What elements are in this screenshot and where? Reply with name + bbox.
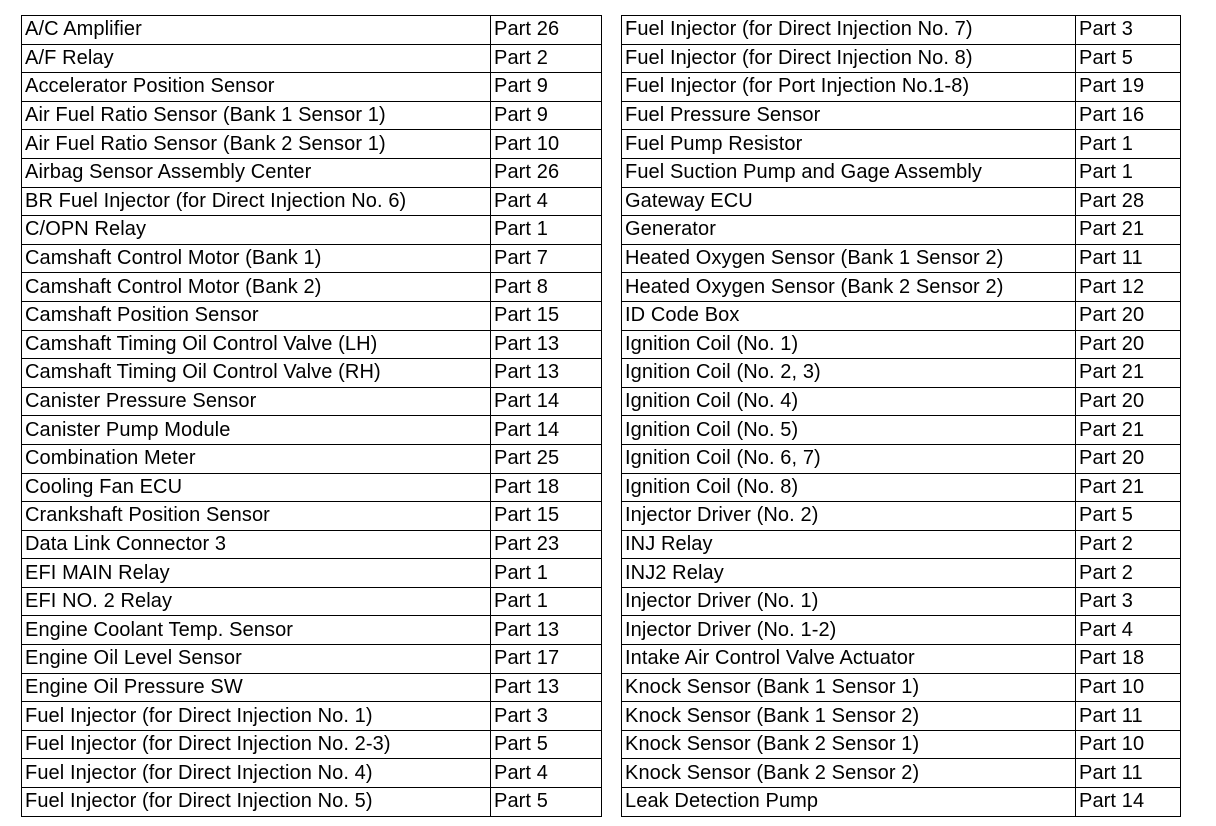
table-row [22, 759, 602, 788]
table-row [22, 16, 602, 45]
table-row [622, 788, 1181, 817]
part-number-cell: Part 3 [1076, 587, 1181, 616]
component-name-cell: Airbag Sensor Assembly Center [22, 158, 491, 187]
component-name-cell: EFI NO. 2 Relay [22, 587, 491, 616]
part-number-cell: Part 28 [1076, 187, 1181, 216]
table-row [22, 616, 602, 645]
part-number-cell: Part 17 [491, 645, 602, 674]
component-name-cell: Ignition Coil (No. 6, 7) [622, 444, 1076, 473]
component-name-cell: Canister Pressure Sensor [22, 387, 491, 416]
table-row [622, 359, 1181, 388]
table-row [22, 244, 602, 273]
component-name-cell: Air Fuel Ratio Sensor (Bank 1 Sensor 1) [22, 101, 491, 130]
part-number-cell: Part 3 [1076, 16, 1181, 45]
table-row [22, 187, 602, 216]
part-number-cell: Part 13 [491, 330, 602, 359]
component-name-cell: Ignition Coil (No. 4) [622, 387, 1076, 416]
table-row [622, 158, 1181, 187]
part-number-cell: Part 2 [1076, 530, 1181, 559]
component-name-cell: Fuel Injector (for Port Injection No.1-8) [622, 73, 1076, 102]
table-row [622, 216, 1181, 245]
table-row [22, 330, 602, 359]
table-row [22, 273, 602, 302]
part-number-cell: Part 13 [491, 359, 602, 388]
component-name-cell: Fuel Injector (for Direct Injection No. 5) [22, 788, 491, 817]
component-name-cell: Fuel Suction Pump and Gage Assembly [622, 158, 1076, 187]
table-row [622, 730, 1181, 759]
component-name-cell: Cooling Fan ECU [22, 473, 491, 502]
part-number-cell: Part 25 [491, 444, 602, 473]
table-row [22, 530, 602, 559]
table-row [622, 645, 1181, 674]
part-number-cell: Part 21 [1076, 216, 1181, 245]
part-number-cell: Part 10 [1076, 673, 1181, 702]
part-number-cell: Part 5 [1076, 44, 1181, 73]
part-number-cell: Part 18 [491, 473, 602, 502]
table-row [622, 330, 1181, 359]
component-name-cell: Engine Oil Pressure SW [22, 673, 491, 702]
component-name-cell: Camshaft Control Motor (Bank 1) [22, 244, 491, 273]
component-name-cell: Engine Coolant Temp. Sensor [22, 616, 491, 645]
part-number-cell: Part 7 [491, 244, 602, 273]
table-row [622, 473, 1181, 502]
component-name-cell: Knock Sensor (Bank 1 Sensor 2) [622, 702, 1076, 731]
component-name-cell: Camshaft Control Motor (Bank 2) [22, 273, 491, 302]
table-row [22, 730, 602, 759]
component-name-cell: Injector Driver (No. 2) [622, 502, 1076, 531]
component-name-cell: Injector Driver (No. 1-2) [622, 616, 1076, 645]
part-number-cell: Part 1 [491, 216, 602, 245]
component-name-cell: Camshaft Timing Oil Control Valve (LH) [22, 330, 491, 359]
component-name-cell: Crankshaft Position Sensor [22, 502, 491, 531]
table-row [622, 587, 1181, 616]
part-number-cell: Part 1 [491, 587, 602, 616]
component-name-cell: Accelerator Position Sensor [22, 73, 491, 102]
table-row [22, 444, 602, 473]
component-name-cell: Camshaft Position Sensor [22, 301, 491, 330]
table-row [622, 559, 1181, 588]
part-number-cell: Part 11 [1076, 759, 1181, 788]
component-name-cell: INJ Relay [622, 530, 1076, 559]
part-number-cell: Part 20 [1076, 387, 1181, 416]
table-row [22, 673, 602, 702]
component-name-cell: Gateway ECU [622, 187, 1076, 216]
component-name-cell: Ignition Coil (No. 5) [622, 416, 1076, 445]
part-number-cell: Part 2 [1076, 559, 1181, 588]
component-name-cell: Knock Sensor (Bank 1 Sensor 1) [622, 673, 1076, 702]
table-row [22, 130, 602, 159]
part-number-cell: Part 5 [491, 730, 602, 759]
table-row [22, 502, 602, 531]
table-row [22, 216, 602, 245]
part-number-cell: Part 20 [1076, 301, 1181, 330]
component-name-cell: C/OPN Relay [22, 216, 491, 245]
component-name-cell: Canister Pump Module [22, 416, 491, 445]
table-row [22, 359, 602, 388]
part-number-cell: Part 1 [1076, 158, 1181, 187]
component-name-cell: Engine Oil Level Sensor [22, 645, 491, 674]
table-row [622, 244, 1181, 273]
part-number-cell: Part 1 [1076, 130, 1181, 159]
component-name-cell: EFI MAIN Relay [22, 559, 491, 588]
component-name-cell: Data Link Connector 3 [22, 530, 491, 559]
component-name-cell: Fuel Pressure Sensor [622, 101, 1076, 130]
part-number-cell: Part 21 [1076, 473, 1181, 502]
table-row [22, 44, 602, 73]
part-number-cell: Part 20 [1076, 444, 1181, 473]
component-name-cell: Ignition Coil (No. 1) [622, 330, 1076, 359]
part-number-cell: Part 23 [491, 530, 602, 559]
table-row [22, 416, 602, 445]
component-name-cell: A/C Amplifier [22, 16, 491, 45]
part-number-cell: Part 21 [1076, 416, 1181, 445]
table-row [22, 473, 602, 502]
table-row [622, 16, 1181, 45]
component-name-cell: Fuel Injector (for Direct Injection No. 1) [22, 702, 491, 731]
component-table-right-body [622, 16, 1181, 817]
table-row [622, 101, 1181, 130]
component-name-cell: ID Code Box [622, 301, 1076, 330]
component-name-cell: Air Fuel Ratio Sensor (Bank 2 Sensor 1) [22, 130, 491, 159]
part-number-cell: Part 8 [491, 273, 602, 302]
component-name-cell: Knock Sensor (Bank 2 Sensor 1) [622, 730, 1076, 759]
table-row [22, 73, 602, 102]
part-number-cell: Part 5 [491, 788, 602, 817]
part-number-cell: Part 13 [491, 673, 602, 702]
table-row [22, 301, 602, 330]
table-row [622, 387, 1181, 416]
table-row [622, 130, 1181, 159]
component-name-cell: Intake Air Control Valve Actuator [622, 645, 1076, 674]
component-name-cell: Fuel Injector (for Direct Injection No. 4) [22, 759, 491, 788]
table-row [622, 444, 1181, 473]
part-number-cell: Part 11 [1076, 702, 1181, 731]
part-number-cell: Part 11 [1076, 244, 1181, 273]
component-name-cell: Knock Sensor (Bank 2 Sensor 2) [622, 759, 1076, 788]
component-table-right [621, 15, 1181, 817]
table-row [622, 702, 1181, 731]
component-name-cell: Fuel Pump Resistor [622, 130, 1076, 159]
part-number-cell: Part 14 [491, 416, 602, 445]
component-name-cell: BR Fuel Injector (for Direct Injection No. 6) [22, 187, 491, 216]
table-row [622, 187, 1181, 216]
component-name-cell: Ignition Coil (No. 2, 3) [622, 359, 1076, 388]
part-number-cell: Part 15 [491, 301, 602, 330]
part-number-cell: Part 10 [491, 130, 602, 159]
part-number-cell: Part 18 [1076, 645, 1181, 674]
component-name-cell: Combination Meter [22, 444, 491, 473]
table-row [22, 387, 602, 416]
part-number-cell: Part 20 [1076, 330, 1181, 359]
component-name-cell: Leak Detection Pump [622, 788, 1076, 817]
component-name-cell: Fuel Injector (for Direct Injection No. 2-3) [22, 730, 491, 759]
component-name-cell: Generator [622, 216, 1076, 245]
part-number-cell: Part 26 [491, 16, 602, 45]
part-number-cell: Part 14 [1076, 788, 1181, 817]
part-number-cell: Part 9 [491, 101, 602, 130]
part-number-cell: Part 12 [1076, 273, 1181, 302]
part-number-cell: Part 4 [1076, 616, 1181, 645]
part-number-cell: Part 26 [491, 158, 602, 187]
table-row [622, 616, 1181, 645]
part-number-cell: Part 21 [1076, 359, 1181, 388]
component-name-cell: Ignition Coil (No. 8) [622, 473, 1076, 502]
component-name-cell: Heated Oxygen Sensor (Bank 1 Sensor 2) [622, 244, 1076, 273]
table-row [622, 502, 1181, 531]
component-name-cell: INJ2 Relay [622, 559, 1076, 588]
table-row [22, 788, 602, 817]
part-number-cell: Part 4 [491, 759, 602, 788]
component-table-left [21, 15, 602, 817]
table-row [622, 673, 1181, 702]
table-row [22, 559, 602, 588]
part-number-cell: Part 5 [1076, 502, 1181, 531]
table-row [622, 759, 1181, 788]
component-name-cell: Camshaft Timing Oil Control Valve (RH) [22, 359, 491, 388]
table-row [622, 301, 1181, 330]
part-number-cell: Part 9 [491, 73, 602, 102]
table-row [22, 587, 602, 616]
part-number-cell: Part 10 [1076, 730, 1181, 759]
part-number-cell: Part 3 [491, 702, 602, 731]
component-name-cell: Fuel Injector (for Direct Injection No. 8) [622, 44, 1076, 73]
part-number-cell: Part 15 [491, 502, 602, 531]
part-number-cell: Part 2 [491, 44, 602, 73]
part-number-cell: Part 19 [1076, 73, 1181, 102]
table-row [622, 530, 1181, 559]
part-number-cell: Part 1 [491, 559, 602, 588]
component-name-cell: A/F Relay [22, 44, 491, 73]
component-name-cell: Injector Driver (No. 1) [622, 587, 1076, 616]
table-row [622, 73, 1181, 102]
table-row [622, 273, 1181, 302]
part-number-cell: Part 13 [491, 616, 602, 645]
component-table-left-body [22, 16, 602, 817]
part-number-cell: Part 14 [491, 387, 602, 416]
table-row [622, 416, 1181, 445]
table-row [22, 702, 602, 731]
table-row [22, 101, 602, 130]
table-row [22, 645, 602, 674]
part-number-cell: Part 4 [491, 187, 602, 216]
part-number-cell: Part 16 [1076, 101, 1181, 130]
table-row [622, 44, 1181, 73]
component-name-cell: Fuel Injector (for Direct Injection No. 7) [622, 16, 1076, 45]
table-row [22, 158, 602, 187]
component-name-cell: Heated Oxygen Sensor (Bank 2 Sensor 2) [622, 273, 1076, 302]
